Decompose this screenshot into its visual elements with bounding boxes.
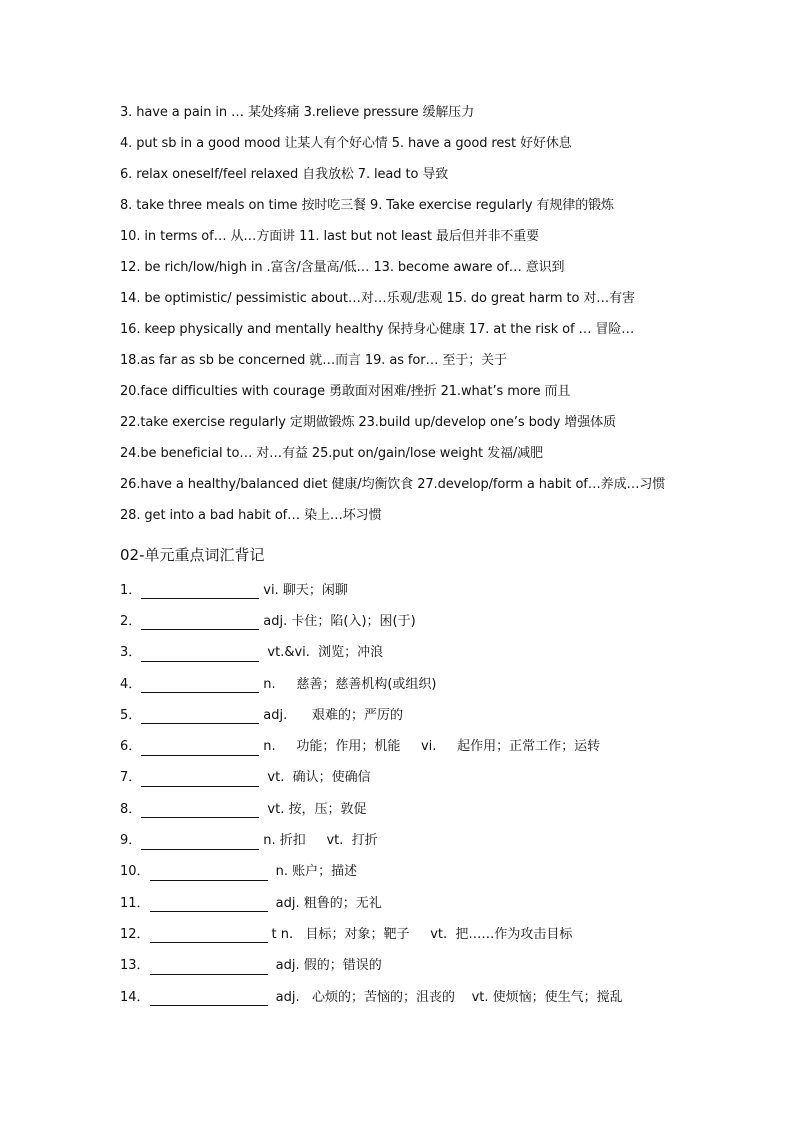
vocab-item: [120, 857, 740, 888]
vocab-item: [120, 606, 740, 637]
answer-blank[interactable]: [141, 582, 259, 599]
vocab-item: [120, 794, 740, 825]
answer-blank[interactable]: [150, 989, 268, 1006]
vocab-number: 7．: [120, 770, 142, 786]
phrase-line: 8. take three meals on time 按时吃三餐 9. Take exercise regularly 有规律的锻炼: [120, 198, 614, 213]
phrase-line: 4. put sb in a good mood 让某人有个好心情 5. have a good rest 好好休息: [120, 136, 572, 151]
vocab-item: [120, 700, 740, 731]
vocab-item: [120, 825, 740, 856]
vocab-definition: adj. 卡住；陷(入)；困(于): [263, 613, 416, 629]
vocab-item: [120, 763, 740, 794]
phrase-line: 12. be rich/low/high in .富含/含量高/低… 13. become aware of… 意识到: [120, 260, 565, 275]
vocab-definition: n. 账户；描述: [271, 864, 358, 880]
section-heading: 02-单元重点词汇背记: [120, 546, 265, 564]
vocab-item: [120, 888, 740, 919]
phrase-line: 10. in terms of… 从…方面讲 11. last but not least 最后但并非不重要: [120, 229, 540, 244]
answer-blank[interactable]: [141, 676, 259, 693]
vocab-item: [120, 638, 740, 669]
answer-blank[interactable]: [150, 958, 268, 975]
vocab-item: [120, 982, 740, 1013]
vocab-number: 11．: [120, 895, 150, 911]
vocab-number: 3．: [120, 645, 142, 661]
vocab-definition: vt. 确认；使确信: [263, 770, 371, 786]
vocab-number: 10．: [120, 864, 150, 880]
phrase-line: 3. have a pain in … 某处疼痛 3.relieve pressure 缓解压力: [120, 105, 475, 120]
answer-blank[interactable]: [150, 864, 268, 881]
vocab-definition: n. 折扣 vt. 打折: [263, 833, 378, 849]
answer-blank[interactable]: [141, 707, 259, 724]
vocab-definition: n. 功能；作用；机能 vi. 起作用；正常工作；运转: [263, 739, 601, 755]
answer-blank[interactable]: [141, 739, 259, 756]
phrase-line: 20.face difficulties with courage 勇敢面对困难/挫折 21.what’s more 而且: [120, 384, 571, 399]
vocab-definition: adj. 粗鲁的；无礼: [271, 895, 382, 911]
vocab-number: 9．: [120, 833, 142, 849]
phrase-list: [120, 100, 740, 534]
answer-blank[interactable]: [150, 926, 268, 943]
phrase-line: 18.as far as sb be concerned 就…而言 19. as for… 至于；关于: [120, 353, 507, 368]
vocab-item: [120, 731, 740, 762]
vocab-number: 8．: [120, 801, 142, 817]
answer-blank[interactable]: [141, 833, 259, 850]
vocab-definition: adj. 假的；错误的: [271, 958, 382, 974]
vocab-item: [120, 575, 740, 606]
vocab-item: [120, 919, 740, 950]
phrase-line: 16. keep physically and mentally healthy 保持身心健康 17. at the risk of … 冒险…: [120, 322, 635, 337]
vocab-definition: adj. 艰难的；严厉的: [263, 707, 404, 723]
phrase-line: 28. get into a bad habit of… 染上…坏习惯: [120, 508, 382, 523]
vocab-definition: vi. 聊天；闲聊: [263, 582, 348, 598]
vocab-item: [120, 951, 740, 982]
vocab-number: 1．: [120, 582, 142, 598]
phrase-line: 14. be optimistic/ pessimistic about…对…乐观/悲观 15. do great harm to 对…有害: [120, 291, 635, 306]
answer-blank[interactable]: [141, 801, 259, 818]
vocab-number: 6．: [120, 739, 142, 755]
vocab-number: 2．: [120, 613, 142, 629]
vocab-definition: n. 慈善；慈善机构(或组织): [263, 676, 437, 692]
vocab-number: 12．: [120, 926, 150, 942]
vocab-item: [120, 669, 740, 700]
phrase-line: 24.be beneficial to… 对…有益 25.put on/gain/lose weight 发福/减肥: [120, 446, 543, 461]
vocab-number: 14．: [120, 989, 150, 1005]
vocab-number: 13．: [120, 958, 150, 974]
answer-blank[interactable]: [141, 613, 259, 630]
vocab-definition: adj. 心烦的；苦恼的；沮丧的 vt. 使烦恼；使生气；搅乱: [271, 989, 623, 1005]
vocab-number: 5．: [120, 707, 142, 723]
answer-blank[interactable]: [141, 770, 259, 787]
answer-blank[interactable]: [141, 645, 259, 662]
vocab-definition: vt. 按，压；敦促: [263, 801, 367, 817]
vocab-list: [120, 575, 740, 1013]
phrase-line: 6. relax oneself/feel relaxed 自我放松 7. lead to 导致: [120, 167, 449, 182]
phrase-line: 26.have a healthy/balanced diet 健康/均衡饮食 27.develop/form a habit of…养成…习惯: [120, 477, 666, 492]
vocab-definition: t n. 目标；对象；靶子 vt. 把……作为攻击目标: [271, 926, 573, 942]
vocab-definition: vt.&vi. 浏览；冲浪: [263, 645, 384, 661]
vocab-number: 4．: [120, 676, 142, 692]
phrase-line: 22.take exercise regularly 定期做锻炼 23.build up/develop one’s body 增强体质: [120, 415, 617, 430]
answer-blank[interactable]: [150, 895, 268, 912]
